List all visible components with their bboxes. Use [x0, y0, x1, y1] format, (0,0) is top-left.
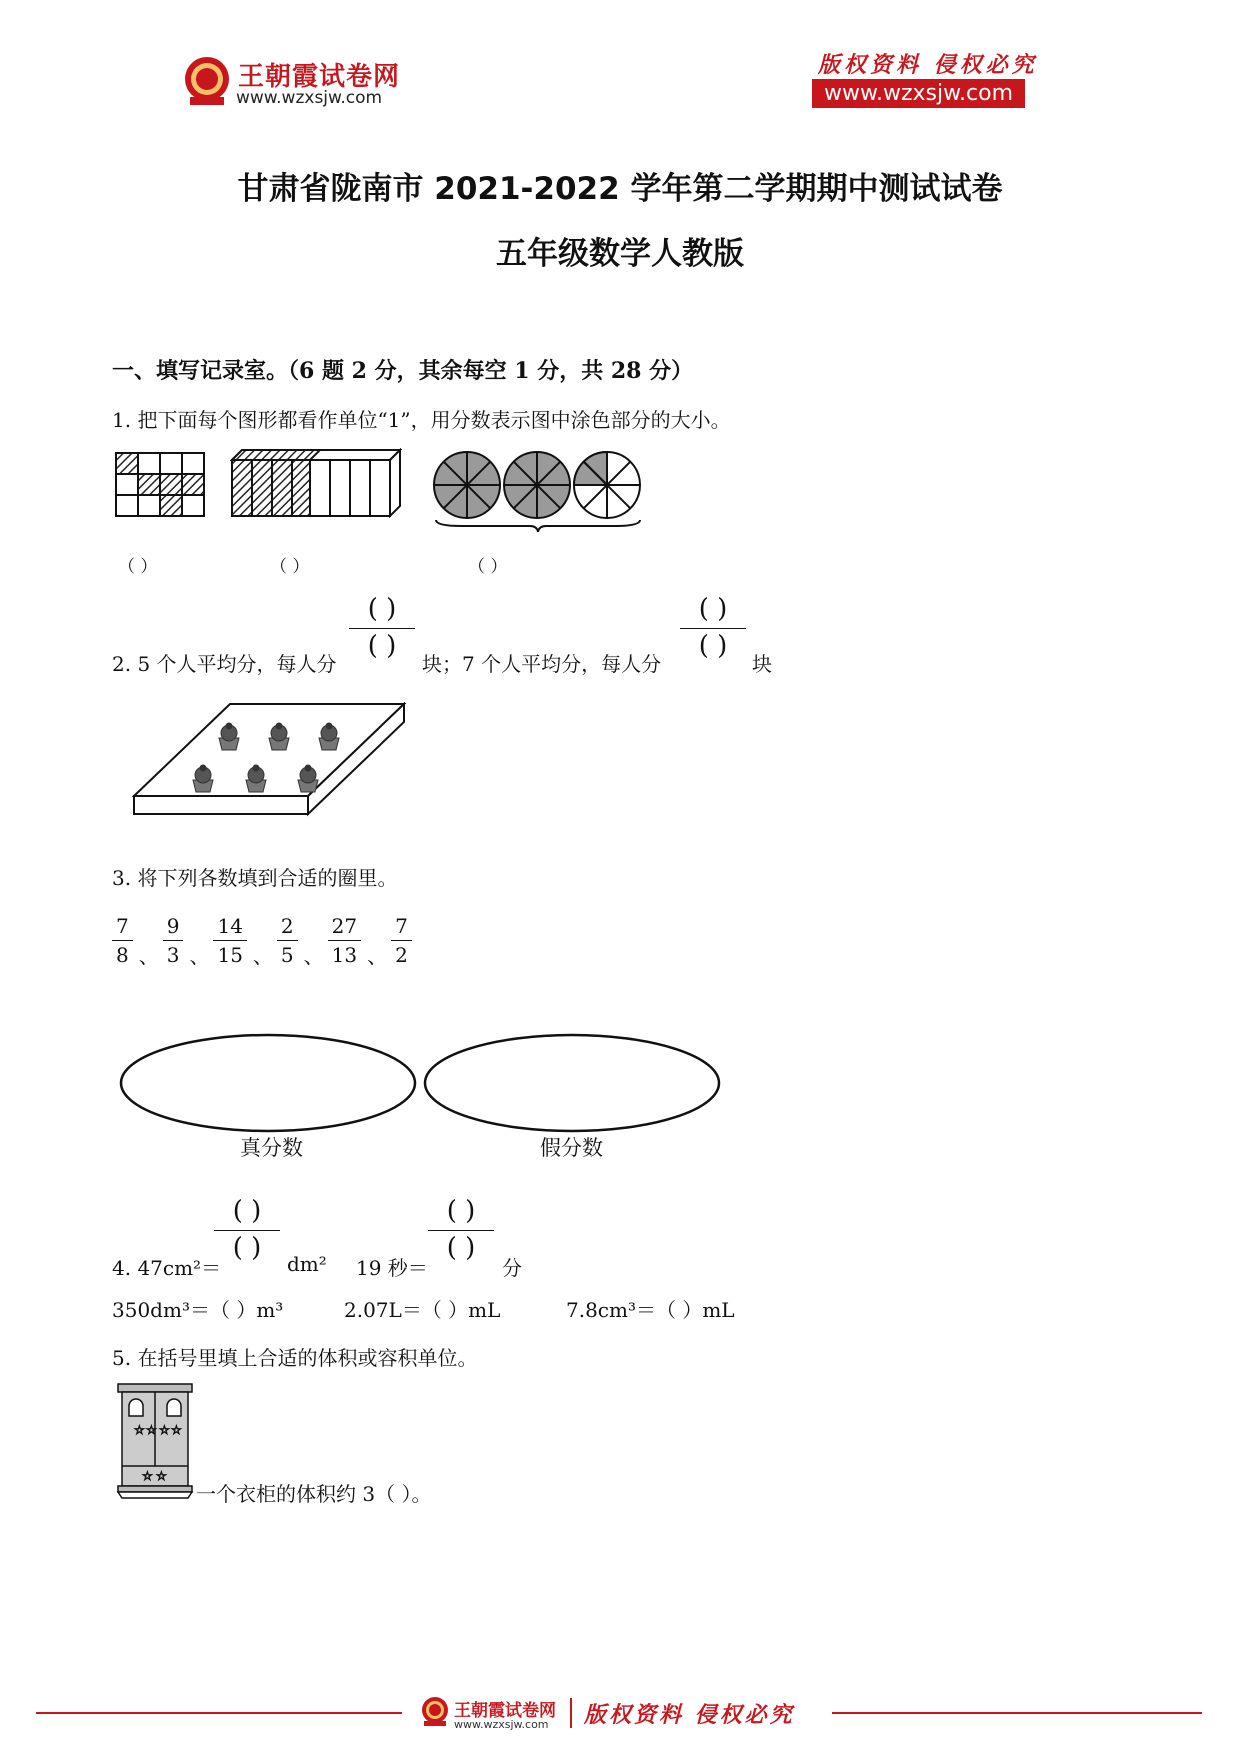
copyright-notice: 版权资料 侵权必究	[818, 52, 1038, 78]
svg-text:☆: ☆	[146, 1423, 157, 1437]
fraction-blank[interactable]	[428, 1196, 494, 1267]
separator: 、	[367, 944, 388, 968]
numerator-blank[interactable]: ( )	[349, 594, 415, 629]
fraction: $\frac{2}{5}$	[277, 912, 298, 969]
footer-url[interactable]: www.wzxsjw.com	[454, 1718, 549, 1731]
question-4-prefix: 4. 47cm²＝	[112, 1256, 222, 1280]
brand-logo-icon	[182, 55, 232, 107]
question-5-item[interactable]: 一个衣柜的体积约 3（ ）。	[196, 1482, 432, 1506]
conversion-item[interactable]: 2.07L＝（ ）mL	[344, 1298, 501, 1322]
fraction-blank[interactable]	[680, 594, 746, 665]
question-3: 3. 将下列各数填到合适的圈里。	[112, 866, 398, 890]
question-2-suffix: 块	[752, 652, 772, 676]
oval-improper[interactable]	[422, 1032, 722, 1134]
cake-tray-illustration	[132, 700, 408, 818]
unit-label: 分	[502, 1256, 522, 1280]
svg-text:☆: ☆	[134, 1423, 145, 1437]
answer-blank[interactable]: （ ）	[468, 557, 508, 577]
oval-label-proper: 真分数	[240, 1136, 303, 1160]
footer-logo-icon	[420, 1696, 450, 1728]
footer-divider-right	[832, 1712, 1202, 1714]
fraction: $\frac{7}{2}$	[391, 912, 412, 969]
brand-url[interactable]: www.wzxsjw.com	[236, 88, 383, 108]
brand-name: 王朝霞试卷网	[238, 62, 401, 92]
fraction-blank[interactable]	[349, 594, 415, 665]
page-title: 甘肃省陇南市 2021-2022 学年第二学期期中测试试卷	[237, 171, 1003, 207]
header	[0, 0, 1240, 120]
question-2-prefix: 2. 5 个人平均分，每人分	[112, 652, 337, 676]
svg-text:☆: ☆	[142, 1469, 153, 1483]
copyright-url[interactable]: www.wzxsjw.com	[812, 79, 1025, 108]
question-5: 5. 在括号里填上合适的体积或容积单位。	[112, 1346, 478, 1370]
footer-separator	[570, 1698, 572, 1728]
denominator-blank[interactable]: ( )	[446, 1233, 476, 1263]
fraction-list	[112, 912, 412, 969]
fraction: $\frac{9}{3}$	[163, 912, 184, 969]
conversion-item[interactable]: 7.8cm³＝（ ）mL	[566, 1298, 735, 1322]
question-4-mid: 19 秒＝	[356, 1256, 428, 1280]
answer-blank[interactable]: （ ）	[270, 557, 310, 577]
oval-proper[interactable]	[118, 1032, 418, 1134]
svg-text:☆: ☆	[156, 1469, 167, 1483]
denominator-blank[interactable]: ( )	[367, 631, 397, 661]
numerator-blank[interactable]: ( )	[680, 594, 746, 629]
grid-figure	[115, 452, 205, 518]
wardrobe-illustration	[116, 1382, 194, 1500]
answer-blank[interactable]: （ ）	[118, 557, 158, 577]
section-heading: 一、填写记录室。（6 题 2 分，其余每空 1 分，共 28 分）	[112, 358, 694, 384]
footer-brand: 王朝霞试卷网	[454, 1701, 556, 1721]
separator: 、	[138, 944, 159, 968]
unit-label: dm²	[287, 1252, 327, 1276]
question-2-middle: 块；7 个人平均分，每人分	[422, 652, 662, 676]
numerator-blank[interactable]: ( )	[428, 1196, 494, 1231]
fraction: $\frac{14}{15}$	[213, 912, 246, 969]
question-1: 1. 把下面每个图形都看作单位“1”，用分数表示图中涂色部分的大小。	[112, 408, 731, 432]
separator: 、	[252, 944, 273, 968]
oval-label-improper: 假分数	[540, 1136, 603, 1160]
svg-text:☆: ☆	[159, 1423, 170, 1437]
fraction: $\frac{27}{13}$	[328, 912, 361, 969]
numerator-blank[interactable]: ( )	[214, 1196, 280, 1231]
svg-text:☆: ☆	[171, 1423, 182, 1437]
footer-divider-left	[36, 1712, 402, 1714]
denominator-blank[interactable]: ( )	[232, 1233, 262, 1263]
footer-copyright: 版权资料 侵权必究	[584, 1702, 795, 1728]
separator: 、	[303, 944, 324, 968]
prism-figure	[230, 448, 405, 520]
denominator-blank[interactable]: ( )	[698, 631, 728, 661]
fraction-blank[interactable]	[214, 1196, 280, 1267]
page-subtitle: 五年级数学人教版	[496, 236, 744, 272]
separator: 、	[189, 944, 210, 968]
fraction: $\frac{7}{8}$	[112, 912, 133, 969]
circles-figure	[432, 450, 652, 532]
conversion-item[interactable]: 350dm³＝（ ）m³	[112, 1298, 284, 1322]
